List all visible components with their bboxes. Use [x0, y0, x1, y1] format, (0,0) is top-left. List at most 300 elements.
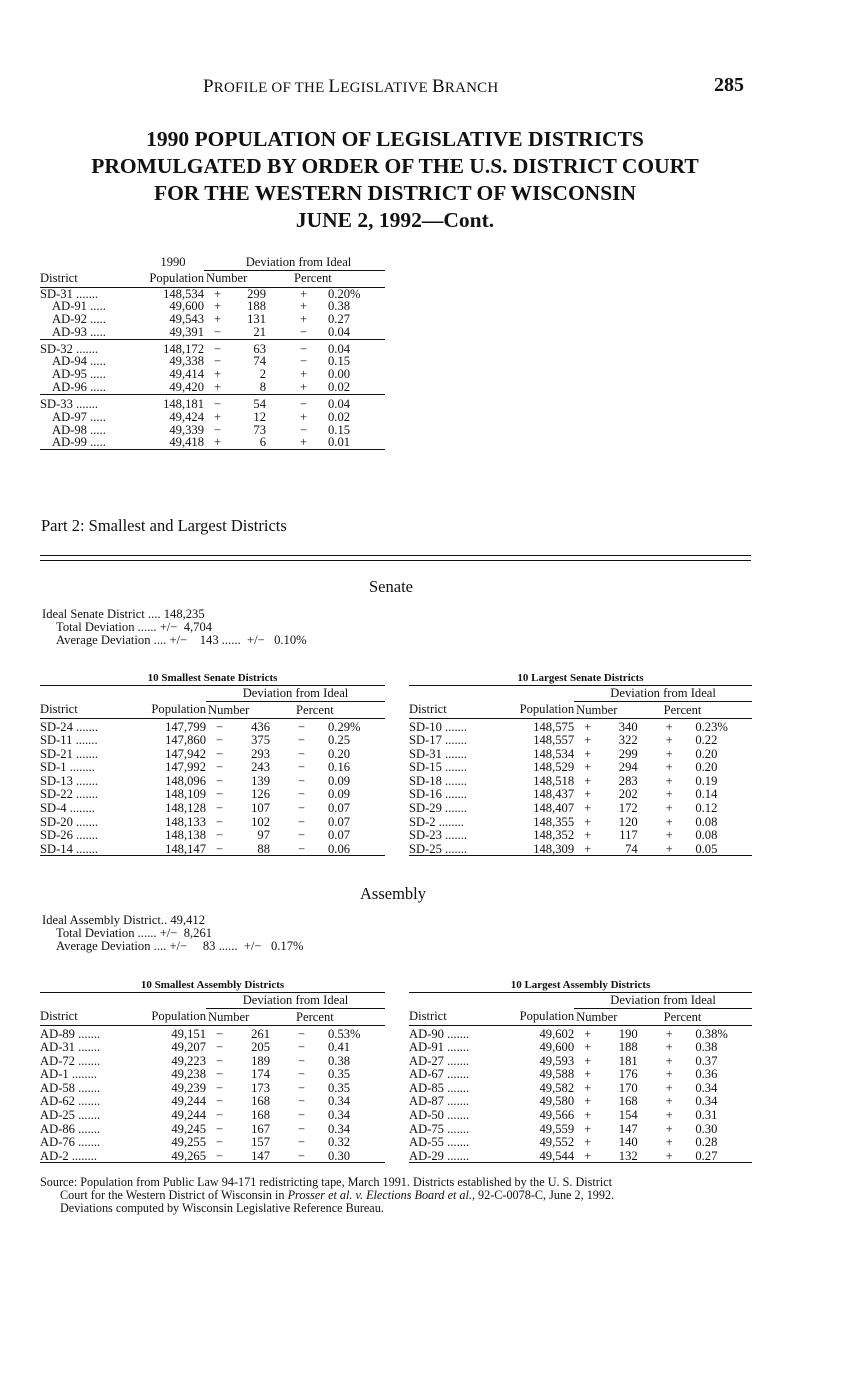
percent-cell: 0.02: [328, 409, 351, 424]
population-cell: 148,352: [533, 828, 575, 843]
population-cell: 148,172: [132, 339, 204, 355]
col-number: Number: [206, 1009, 280, 1026]
number-cell: 139: [251, 773, 270, 788]
percent-cell: 0.27: [328, 312, 351, 327]
district-cell: SD-25 .......: [409, 842, 504, 856]
senate-ideal-value: 148,235: [163, 607, 205, 621]
table-row: [40, 1054, 385, 1068]
percent-cell: 0.30: [695, 1121, 718, 1136]
percent-cell: 0.02: [328, 380, 351, 395]
table-row: [40, 761, 385, 775]
table-row: [409, 734, 752, 748]
population-cell: 148,181: [132, 394, 204, 410]
percent-cell: 0.34: [695, 1094, 718, 1109]
district-cell: SD-17 .......: [409, 733, 468, 748]
number-sign-cell: +: [214, 380, 222, 395]
population-cell: 49,420: [169, 380, 204, 395]
header-spacer: [409, 993, 574, 1009]
percent-sign-cell: −: [298, 720, 306, 734]
percent-sign-cell: −: [298, 773, 306, 788]
percent-cell: 0.41: [328, 1040, 351, 1055]
population-cell: 148,575: [533, 720, 575, 734]
district-cell: AD-92 .....: [52, 312, 106, 327]
number-sign-cell: −: [216, 1027, 224, 1041]
number-sign-cell: −: [216, 1053, 224, 1068]
district-cell: AD-50 .......: [409, 1108, 470, 1123]
table-row: [409, 842, 752, 856]
number-cell: 299: [618, 746, 638, 761]
col-district: District: [409, 1009, 504, 1026]
assembly-heading: Assembly: [360, 884, 426, 903]
district-cell: AD-62 .......: [40, 1094, 101, 1109]
percent-sign-cell: −: [298, 1040, 306, 1055]
table-row: [40, 788, 385, 802]
percent-cell: 0.38%: [695, 1027, 728, 1041]
percent-sign-cell: −: [298, 1027, 306, 1041]
district-cell: AD-86 .......: [40, 1121, 101, 1136]
table-row: [40, 774, 385, 788]
source-note: [40, 1176, 755, 1215]
number-sign-cell: −: [216, 1040, 224, 1055]
number-cell: 2: [259, 367, 266, 382]
col-deviation: Deviation from Ideal: [204, 255, 385, 270]
assembly-smallest-caption: 10 Smallest Assembly Districts: [140, 979, 285, 991]
percent-cell: 0.04: [328, 325, 351, 340]
number-cell: 299: [247, 286, 266, 301]
percent-sign-cell: +: [300, 409, 308, 424]
percent-sign-cell: +: [665, 1027, 673, 1041]
percent-cell: 0.04: [324, 394, 385, 410]
number-cell: 54: [230, 394, 276, 410]
table-row: [40, 339, 385, 355]
number-sign-cell: +: [584, 720, 592, 734]
senate-total-label: Total Deviation ......: [56, 620, 157, 634]
population-cell: 49,602: [539, 1027, 575, 1041]
table-row: [40, 734, 385, 748]
assembly-total-value: +/− 8,261: [159, 926, 213, 940]
percent-sign-cell: +: [665, 787, 673, 802]
population-cell: 49,223: [171, 1053, 206, 1068]
percent-cell: 0.08: [695, 814, 718, 829]
col-population: Population: [504, 702, 574, 719]
percent-cell: 0.15: [328, 422, 351, 437]
percent-sign-cell: −: [276, 394, 324, 410]
table-row: [409, 815, 752, 829]
percent-cell: 0.31: [695, 1108, 718, 1123]
population-cell: 49,207: [171, 1040, 206, 1055]
table-row: [40, 1122, 385, 1136]
part1-table: [40, 255, 385, 450]
district-cell: AD-97 .....: [52, 409, 106, 424]
number-sign-cell: +: [584, 787, 592, 802]
percent-cell: 0.20%: [328, 286, 361, 301]
district-cell: SD-14 .......: [40, 842, 136, 856]
percent-sign-cell: −: [298, 746, 306, 761]
percent-sign-cell: −: [298, 814, 306, 829]
number-sign-cell: +: [214, 312, 222, 327]
table-row: [409, 1109, 752, 1123]
col-deviation: Deviation from Ideal: [574, 686, 752, 702]
table-row: [40, 436, 385, 449]
population-cell: 148,109: [165, 787, 206, 802]
percent-sign-cell: +: [300, 380, 308, 395]
district-cell: AD-75 .......: [409, 1121, 470, 1136]
number-sign-cell: +: [584, 746, 592, 761]
population-cell: 49,414: [169, 367, 204, 382]
number-cell: 168: [251, 1094, 270, 1109]
percent-cell: 0.19: [695, 773, 718, 788]
percent-cell: 0.20: [328, 746, 351, 761]
population-cell: 148,534: [163, 286, 204, 301]
percent-sign-cell: −: [298, 760, 306, 775]
district-cell: SD-4 ........: [40, 801, 95, 816]
population-cell: 148,518: [533, 773, 575, 788]
population-cell: 148,133: [165, 814, 206, 829]
percent-cell: 0.04: [324, 339, 385, 355]
table-row: [40, 829, 385, 843]
percent-sign-cell: −: [298, 801, 306, 816]
district-cell: SD-32 .......: [40, 339, 132, 355]
senate-total-value: +/− 4,704: [159, 620, 213, 634]
district-cell: AD-94 .....: [52, 354, 106, 369]
percent-sign-cell: −: [298, 1108, 306, 1123]
population-cell: 148,309: [504, 842, 574, 856]
number-cell: 102: [251, 814, 270, 829]
number-cell: 294: [618, 760, 638, 775]
percent-sign-cell: −: [298, 1053, 306, 1068]
percent-sign-cell: −: [298, 1094, 306, 1109]
number-cell: 74: [602, 842, 648, 856]
table-row: [409, 719, 752, 734]
title-line-1: 1990 POPULATION OF LEGISLATIVE DISTRICTS: [146, 127, 644, 151]
assembly-largest-wrap: [409, 979, 752, 1163]
number-cell: 202: [618, 787, 638, 802]
table-row: [40, 300, 385, 313]
senate-ideal-label: Ideal Senate District ....: [42, 607, 161, 621]
population-cell: 49,339: [169, 422, 204, 437]
number-sign-cell: +: [214, 367, 222, 382]
percent-sign-cell: +: [300, 312, 308, 327]
district-cell: AD-89 .......: [40, 1027, 101, 1041]
col-number: Number: [574, 702, 648, 719]
percent-cell: 0.00: [328, 367, 351, 382]
col-population: Population: [136, 1009, 206, 1026]
district-cell: AD-91 .......: [409, 1040, 470, 1055]
district-cell: SD-16 .......: [409, 787, 468, 802]
district-cell: AD-29 .......: [409, 1149, 504, 1163]
title-line-2: PROMULGATED BY ORDER OF THE U.S. DISTRICT COURT: [91, 154, 699, 178]
source-line-1: Source: Population from Public Law 94-171 redistricting tape, March 1991. Districts established by the U. S. District: [40, 1175, 613, 1189]
senate-largest-caption: 10 Largest Senate Districts: [517, 672, 644, 684]
table-row: [409, 774, 752, 788]
number-sign-cell: −: [206, 842, 234, 856]
percent-sign-cell: +: [665, 1067, 673, 1082]
number-cell: 176: [618, 1067, 638, 1082]
percent-cell: 0.36: [695, 1067, 718, 1082]
population-cell: 49,265: [136, 1149, 206, 1163]
percent-sign-cell: −: [298, 1135, 306, 1150]
percent-cell: 0.28: [695, 1135, 718, 1150]
district-cell: AD-91 .....: [52, 299, 106, 314]
title-line-3: FOR THE WESTERN DISTRICT OF WISCONSIN: [153, 181, 637, 205]
double-rule-top: [40, 555, 751, 556]
table-row: [40, 1136, 385, 1150]
number-sign-cell: −: [204, 339, 230, 355]
district-cell: SD-20 .......: [40, 814, 99, 829]
title-line-4: JUNE 2, 1992—Cont.: [295, 208, 495, 232]
number-sign-cell: +: [204, 436, 230, 449]
percent-cell: 0.38: [328, 1053, 351, 1068]
number-cell: 173: [251, 1080, 270, 1095]
table-row: [409, 1095, 752, 1109]
part1-table-wrap: [40, 255, 385, 450]
number-sign-cell: −: [214, 354, 222, 369]
number-cell: 322: [618, 733, 638, 748]
percent-sign-cell: +: [300, 286, 308, 301]
percent-cell: 0.34: [328, 1094, 351, 1109]
population-cell: 49,238: [171, 1067, 206, 1082]
population-cell: 49,239: [171, 1080, 206, 1095]
population-cell: 49,580: [539, 1094, 575, 1109]
col-percent: Percent: [648, 1009, 752, 1026]
percent-sign-cell: +: [665, 760, 673, 775]
number-cell: 147: [618, 1121, 638, 1136]
district-cell: SD-29 .......: [409, 801, 468, 816]
percent-sign-cell: −: [280, 842, 324, 856]
senate-smallest-caption: 10 Smallest Senate Districts: [147, 672, 278, 684]
number-cell: 188: [247, 299, 266, 314]
col-deviation: Deviation from Ideal: [574, 993, 752, 1009]
percent-cell: 0.07: [328, 828, 351, 843]
table-row: [409, 1054, 752, 1068]
table-row: [40, 1068, 385, 1082]
number-cell: 131: [247, 312, 266, 327]
percent-cell: 0.05: [691, 842, 752, 856]
population-cell: 147,799: [165, 720, 206, 734]
district-cell: SD-2 ........: [409, 814, 464, 829]
number-cell: 6: [230, 436, 276, 449]
col-percent: Percent: [276, 270, 385, 287]
senate-ideal-block: [42, 608, 307, 647]
district-cell: AD-96 .....: [52, 380, 106, 395]
population-cell: 49,582: [539, 1080, 575, 1095]
part2-heading: Part 2: Smallest and Largest Districts: [41, 516, 287, 535]
double-rule-bottom: [40, 560, 751, 561]
col-population: Population: [504, 1009, 574, 1026]
col-population: Population: [132, 270, 204, 287]
number-sign-cell: −: [216, 787, 224, 802]
district-cell: SD-23 .......: [409, 828, 468, 843]
district-cell: SD-22 .......: [40, 787, 99, 802]
district-cell: AD-87 .......: [409, 1094, 470, 1109]
number-cell: 88: [234, 842, 280, 856]
table-row: [40, 1026, 385, 1041]
senate-smallest-table: [40, 685, 385, 856]
table-row: [40, 1095, 385, 1109]
percent-cell: 0.08: [695, 828, 718, 843]
number-cell: 21: [253, 325, 266, 340]
percent-cell: 0.34: [328, 1121, 351, 1136]
percent-sign-cell: +: [665, 1121, 673, 1136]
col-percent: Percent: [280, 1009, 385, 1026]
header-spacer: [40, 993, 206, 1009]
district-cell: AD-25 .......: [40, 1108, 101, 1123]
number-sign-cell: +: [584, 1094, 592, 1109]
senate-avg-label: Average Deviation ....: [56, 633, 167, 647]
district-cell: AD-1 ........: [40, 1067, 98, 1082]
table-row: [409, 1136, 752, 1150]
district-cell: SD-33 .......: [40, 394, 132, 410]
number-cell: 174: [251, 1067, 270, 1082]
source-line-2: Court for the Western District of Wisconsin in Prosser et al. v. Elections Board et al., 92-C-0078-C, June 2, 1992.: [60, 1188, 615, 1202]
table-row: [40, 394, 385, 410]
population-cell: 49,559: [539, 1121, 575, 1136]
percent-cell: 0.09: [328, 773, 351, 788]
number-cell: 293: [251, 746, 270, 761]
percent-cell: 0.09: [328, 787, 351, 802]
number-cell: 283: [618, 773, 638, 788]
assembly-largest-caption: 10 Largest Assembly Districts: [510, 979, 651, 991]
number-cell: 375: [251, 733, 270, 748]
percent-cell: 0.07: [328, 814, 351, 829]
col-number: Number: [574, 1009, 648, 1026]
percent-sign-cell: +: [276, 436, 324, 449]
number-cell: 12: [253, 409, 266, 424]
population-cell: 148,407: [533, 801, 575, 816]
percent-cell: 0.38: [328, 299, 351, 314]
percent-cell: 0.20: [695, 760, 718, 775]
number-sign-cell: +: [584, 814, 592, 829]
district-cell: SD-18 .......: [409, 773, 468, 788]
number-cell: 97: [257, 828, 270, 843]
percent-cell: 0.37: [695, 1053, 718, 1068]
number-cell: 120: [618, 814, 638, 829]
number-sign-cell: +: [584, 801, 592, 816]
population-cell: 49,418: [132, 436, 204, 449]
percent-sign-cell: +: [665, 1135, 673, 1150]
number-sign-cell: +: [214, 299, 222, 314]
number-cell: 205: [251, 1040, 270, 1055]
table-row: [409, 829, 752, 843]
percent-cell: 0.25: [328, 733, 351, 748]
district-cell: AD-2 ........: [40, 1149, 136, 1163]
number-cell: 117: [619, 828, 638, 843]
number-sign-cell: −: [216, 733, 224, 748]
number-cell: 154: [618, 1108, 638, 1123]
percent-cell: 0.53%: [328, 1027, 361, 1041]
district-cell: AD-55 .......: [409, 1135, 470, 1150]
percent-sign-cell: −: [280, 1149, 324, 1163]
col-percent: Percent: [648, 702, 752, 719]
col-year: 1990: [160, 255, 186, 270]
percent-sign-cell: −: [298, 1080, 306, 1095]
population-cell: 49,566: [539, 1108, 575, 1123]
percent-sign-cell: −: [276, 339, 324, 355]
district-cell: SD-13 .......: [40, 773, 99, 788]
percent-cell: 0.27: [691, 1149, 752, 1163]
number-cell: 73: [253, 422, 266, 437]
percent-sign-cell: +: [300, 367, 308, 382]
number-sign-cell: −: [216, 773, 224, 788]
district-cell: AD-67 .......: [409, 1067, 470, 1082]
percent-cell: 0.35: [328, 1067, 351, 1082]
table-row: [40, 815, 385, 829]
number-sign-cell: +: [584, 1040, 592, 1055]
number-sign-cell: +: [574, 1149, 602, 1163]
percent-sign-cell: −: [298, 1067, 306, 1082]
percent-cell: 0.01: [324, 436, 385, 449]
col-population: Population: [136, 702, 206, 719]
assembly-smallest-table: [40, 992, 385, 1163]
percent-cell: 0.34: [695, 1080, 718, 1095]
percent-sign-cell: −: [298, 828, 306, 843]
number-sign-cell: +: [214, 409, 222, 424]
percent-cell: 0.12: [695, 801, 718, 816]
percent-cell: 0.32: [328, 1135, 351, 1150]
number-cell: 261: [251, 1027, 270, 1041]
district-cell: SD-26 .......: [40, 828, 99, 843]
population-cell: 148,147: [136, 842, 206, 856]
number-sign-cell: +: [584, 773, 592, 788]
population-cell: 49,255: [171, 1135, 206, 1150]
percent-sign-cell: +: [665, 773, 673, 788]
number-sign-cell: −: [216, 814, 224, 829]
district-cell: AD-95 .....: [52, 367, 106, 382]
population-cell: 49,543: [169, 312, 204, 327]
number-sign-cell: −: [216, 720, 224, 734]
district-cell: AD-85 .......: [409, 1080, 470, 1095]
col-percent: Percent: [280, 702, 385, 719]
col-number: Number: [204, 270, 276, 287]
percent-sign-cell: +: [665, 801, 673, 816]
number-sign-cell: +: [584, 760, 592, 775]
percent-sign-cell: +: [665, 814, 673, 829]
district-cell: AD-58 .......: [40, 1080, 101, 1095]
table-row: [40, 326, 385, 339]
table-row: [40, 1041, 385, 1055]
number-cell: 8: [259, 380, 266, 395]
number-cell: 189: [251, 1053, 270, 1068]
population-cell: 148,437: [533, 787, 575, 802]
district-cell: AD-93 .....: [52, 325, 106, 340]
table-row: [40, 355, 385, 368]
percent-cell: 0.14: [695, 787, 718, 802]
district-cell: SD-31 .......: [40, 286, 99, 301]
population-cell: 49,544: [504, 1149, 574, 1163]
number-sign-cell: −: [216, 1135, 224, 1150]
senate-smallest-wrap: [40, 672, 385, 856]
district-cell: SD-15 .......: [409, 760, 468, 775]
number-sign-cell: −: [216, 1121, 224, 1136]
number-cell: 340: [618, 720, 638, 734]
number-sign-cell: +: [214, 286, 222, 301]
percent-sign-cell: −: [300, 325, 308, 340]
population-cell: 49,588: [539, 1067, 575, 1082]
percent-cell: 0.29%: [328, 720, 361, 734]
population-cell: 148,128: [165, 801, 206, 816]
table-row: [40, 802, 385, 816]
percent-sign-cell: +: [665, 1040, 673, 1055]
percent-sign-cell: +: [665, 1108, 673, 1123]
assembly-avg-label: Average Deviation ....: [56, 939, 167, 953]
number-sign-cell: −: [214, 422, 222, 437]
table-row: [40, 381, 385, 394]
district-cell: AD-72 .......: [40, 1053, 101, 1068]
page-number: 285: [714, 74, 744, 96]
district-cell: SD-21 .......: [40, 746, 99, 761]
percent-sign-cell: +: [648, 1149, 692, 1163]
senate-largest-wrap: [409, 672, 752, 856]
